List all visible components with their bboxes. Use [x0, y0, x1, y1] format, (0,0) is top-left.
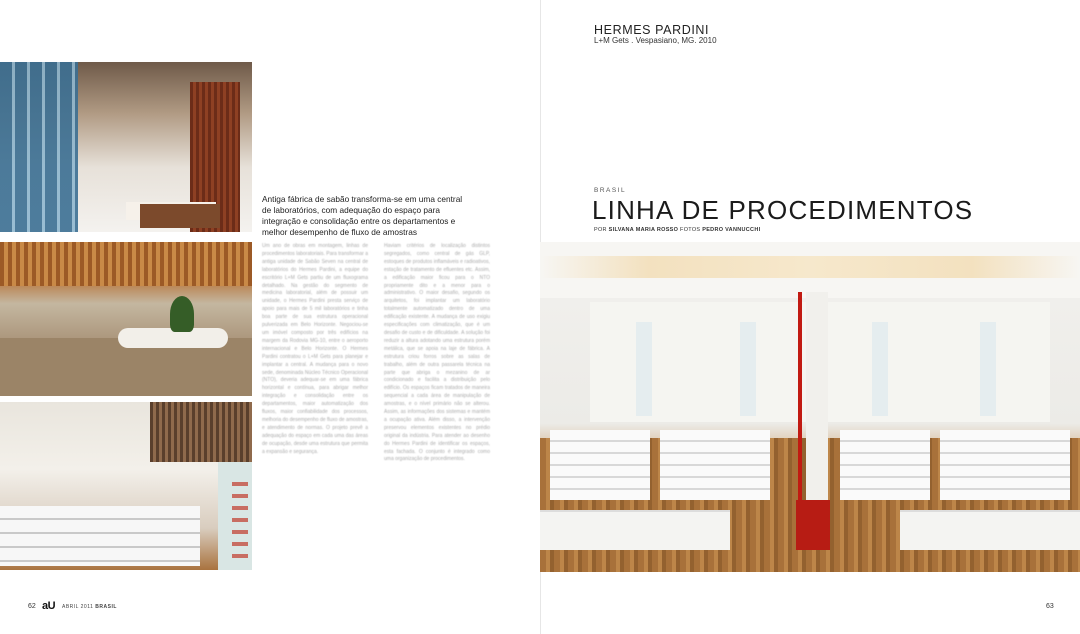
- section-kicker: BRASIL: [594, 187, 627, 194]
- ceiling-light-cove: [540, 256, 1080, 278]
- open-lab-photo: [540, 242, 1080, 572]
- reception-desk: [140, 204, 220, 228]
- project-credits: L+M Gets . Vespasiano, MG. 2010: [594, 36, 717, 45]
- byline-photos-label: FOTOS: [680, 227, 701, 233]
- issue-date: ABRIL 2011: [62, 604, 94, 610]
- workstation-row: [660, 430, 770, 500]
- issue-line: [62, 604, 117, 610]
- floral-graphic: [232, 482, 248, 562]
- plant: [170, 296, 194, 332]
- byline-author: SILVANA MARIA ROSSO: [608, 227, 679, 233]
- window: [872, 322, 888, 416]
- column: [806, 292, 828, 502]
- lounge-garden-photo: [0, 242, 252, 396]
- issue-section: BRASIL: [95, 604, 117, 610]
- article-headline: LINHA DE PROCEDIMENTOS: [592, 195, 974, 225]
- body-column-1: Um ano de obras em montagem, linhas de procedimentos laboratoriais. Para transformar a antiga unidade de Sabão Seven na central de laboratórios do Hermes Pardini, a equipe do escritório L+M Gets partiu de um fluxograma detalhado. Na gestão do segmento de medicina laboratorial, além de possuir um unidade, o Hermes Pardini presta serviço de apoio para mais de 5 mil laboratórios e tinha boa parte de sua estrutura operacional pulverizada em Belo Horizonte. Negociou-se um imóvel composto por três edifícios na margem da Rodovia MG-10, entre o aeroporto internacional e Belo Horizonte. O Hermes Pardini contratou o L+M Gets para planejar e implantar a central. A mudança para o novo sede, denominada Núcleo Técnico Operacional (NTO), deveria adequar-se em uma fábrica horizontal e contínua, para abrigar melhor integração e consolidação entre os departamentos, maior automatização dos fluxos, maior confiabilidade dos processos, melhoria do desempenho de fluxo de amostras, e atendimento de normas. O projeto prevê a adequação do espaço em cada uma das áreas de ocupação, desde uma estrutura que permita a expansão e segurança.: [262, 243, 368, 455]
- red-sprinkler-pipe: [798, 292, 802, 502]
- article-intro: Antiga fábrica de sabão transforma-se em uma central de laboratórios, com adequação do espaço para integração e consolidação entre os departamentos e melhor desempenho de fluxo de amostras: [262, 194, 463, 237]
- page-number-right: 63: [1046, 603, 1054, 610]
- workstation-row: [550, 430, 650, 500]
- byline-photographer: PEDRO VANNUCCHI: [702, 227, 761, 233]
- lab-benches: [0, 506, 200, 566]
- magazine-logo: aU: [42, 600, 56, 612]
- window: [980, 322, 996, 416]
- window: [636, 322, 652, 416]
- wooden-slat-ceiling: [0, 242, 252, 286]
- storage-cabinets: [540, 510, 730, 550]
- page-number-left: 62: [28, 603, 36, 610]
- storage-cabinets: [900, 510, 1080, 550]
- byline-by-label: POR: [594, 227, 607, 233]
- body-column-2: Haviam critérios de localização distintos segregados, como central de gás GLP, estoques de produtos inflamáveis e radioativos, estação de tratamento de efluentes etc. Assim, a edificação maior ficou para o NTO propriamente dito e a menor para o administrativo. O maior desafio, segundo os arquitetos, foi implantar um laboratório totalmente automatizado dentro de uma edificação existente. A mudança de uso exigiu especificações com climatização, que é um desafio de custo e de dificuldade. A solução foi reduzir a altura adotando uma estrutura porém metálica, que se apoia na laje de fábrica. A estrutura criou forros sobre as salas de trabalho, além de outra passarela técnica na parte que abriga o mezanino de ar condicionado e facilita a distribuição pelo edifício. Os espaços ficam tratados de maneira sequencial a cada área de manipulação de amostras, e o nível primário não se alterou. Assim, as informações dos sistemas e mantém a ocupação ativa. Além disso, a intervenção preservou elementos existentes no prédio original da indústria. Para atender ao desenho do Hermes Pardini de identificar os espaços, esta fachada. O conjunto é integrado como uma organização de procedimentos.: [384, 243, 490, 463]
- project-name: HERMES PARDINI: [594, 23, 710, 37]
- byline: [594, 227, 760, 233]
- glass-facade: [0, 62, 78, 232]
- workstation-row: [840, 430, 930, 500]
- fire-cabinet: [796, 500, 830, 550]
- slat-ceiling: [150, 402, 252, 462]
- laboratory-mezzanine-photo: [0, 402, 252, 570]
- window: [740, 322, 756, 416]
- workstation-row: [940, 430, 1070, 500]
- reception-photo: [0, 62, 252, 232]
